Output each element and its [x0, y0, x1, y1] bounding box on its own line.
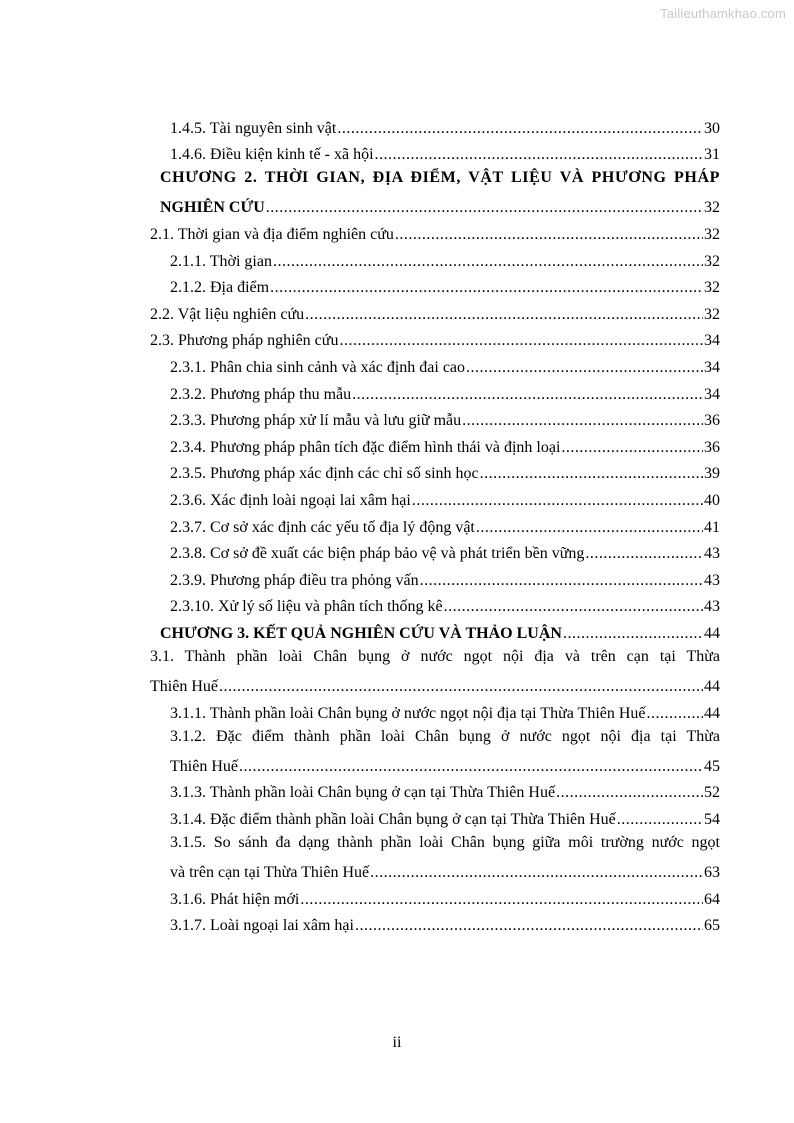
toc-entry-2-3-4[interactable]	[160, 431, 720, 458]
toc-page-number: 34	[704, 358, 720, 376]
toc-entry-3-1-2[interactable]	[160, 724, 720, 777]
leader-dots	[273, 252, 703, 272]
toc-entry-text: 2.3.6. Xác định loài ngoại lai xâm hại	[170, 491, 411, 509]
toc-page-number: 65	[704, 917, 720, 935]
toc-entry-1-4-6[interactable]	[160, 139, 720, 166]
chapter-2-title-line-2: NGHIÊN CỨU	[160, 199, 265, 217]
toc-page-number: 34	[704, 332, 720, 350]
leader-dots	[352, 385, 703, 405]
toc-page-number: 43	[704, 571, 720, 589]
toc-entry-3-1[interactable]	[150, 644, 720, 697]
toc-entry-text: 2.3.2. Phương pháp thu mẫu	[170, 385, 352, 403]
toc-page-number: 52	[704, 784, 720, 802]
toc-chapter-2[interactable]	[160, 165, 720, 218]
leader-dots	[337, 119, 703, 139]
toc-page-number: 30	[704, 119, 720, 137]
leader-dots	[375, 145, 703, 165]
page-number: ii	[392, 1034, 402, 1051]
toc-entry-text: 2.3.5. Phương pháp xác định các chỉ số sinh học	[170, 465, 479, 483]
leader-dots	[563, 624, 703, 644]
toc-page-number: 44	[704, 678, 720, 696]
leader-dots	[266, 198, 703, 218]
toc-entry-3-1-line-2: Thiên Huế	[150, 678, 218, 696]
leader-dots	[395, 225, 703, 245]
toc-entry-1-4-5[interactable]	[160, 112, 720, 139]
toc-entry-2-2[interactable]	[150, 298, 720, 325]
leader-dots	[462, 411, 703, 431]
toc-entry-2-1-2[interactable]	[160, 272, 720, 299]
leader-dots	[219, 677, 703, 697]
toc-page-number: 44	[704, 624, 720, 642]
leader-dots	[480, 464, 703, 484]
toc-entry-2-3-1[interactable]	[160, 351, 720, 378]
leader-dots	[270, 278, 703, 298]
leader-dots	[239, 757, 703, 777]
toc-page-number: 64	[704, 890, 720, 908]
toc-entry-2-3-10[interactable]	[160, 591, 720, 618]
toc-entry-2-3[interactable]	[150, 325, 720, 352]
leader-dots	[370, 863, 703, 883]
toc-page-number: 31	[704, 146, 720, 164]
leader-dots	[476, 518, 703, 538]
leader-dots	[355, 916, 703, 936]
toc-entry-text: 2.3.7. Cơ sở xác định các yếu tố địa lý động vật	[170, 518, 475, 536]
toc-entry-3-1-7[interactable]	[160, 910, 720, 937]
table-of-contents	[150, 112, 720, 936]
toc-page-number: 32	[704, 279, 720, 297]
toc-entry-text: 3.1.3. Thành phần loài Chân bụng ở cạn tại Thừa Thiên Huế	[170, 784, 556, 802]
toc-page-number: 32	[704, 199, 720, 217]
toc-page-number: 44	[704, 704, 720, 722]
toc-entry-text: 1.4.6. Điều kiện kinh tế - xã hội	[170, 146, 374, 164]
toc-entry-2-3-7[interactable]	[160, 511, 720, 538]
toc-entry-text: 3.1.7. Loài ngoại lai xâm hại	[170, 917, 354, 935]
toc-page-number: 43	[704, 545, 720, 563]
leader-dots	[420, 571, 703, 591]
chapter-2-title-line-1: CHƯƠNG 2. THỜI GIAN, ĐỊA ĐIỂM, VẬT LIỆU VÀ PHƯƠNG PHÁP	[160, 169, 720, 187]
toc-entry-text: 2.3.9. Phương pháp điều tra phỏng vấn	[170, 571, 419, 589]
toc-page-number: 34	[704, 385, 720, 403]
chapter-3-title: CHƯƠNG 3. KẾT QUẢ NGHIÊN CỨU VÀ THẢO LUẬN	[160, 624, 562, 642]
toc-page-number: 40	[704, 491, 720, 509]
toc-entry-3-1-5-line-1: 3.1.5. So sánh đa dạng thành phần loài Chân bụng giữa môi trường nước ngọt	[170, 834, 720, 852]
watermark: Tailieuthamkhao.com	[660, 6, 786, 21]
toc-page-number: 32	[704, 252, 720, 270]
leader-dots	[585, 544, 703, 564]
leader-dots	[556, 783, 703, 803]
toc-entry-3-1-5-line-2: và trên cạn tại Thừa Thiên Huế	[170, 864, 370, 882]
toc-entry-text: 2.3.4. Phương pháp phân tích đặc điểm hình thái và định loại	[170, 438, 561, 456]
toc-entry-3-1-1[interactable]	[160, 697, 720, 724]
toc-entry-text: 2.3.3. Phương pháp xử lí mẫu và lưu giữ mẫu	[170, 412, 462, 430]
leader-dots	[339, 331, 703, 351]
toc-entry-3-1-6[interactable]	[160, 883, 720, 910]
toc-entry-text: 3.1.4. Đặc điểm thành phần loài Chân bụng ở cạn tại Thừa Thiên Huế	[170, 811, 616, 829]
toc-page-number: 43	[704, 598, 720, 616]
toc-entry-2-3-3[interactable]	[160, 405, 720, 432]
toc-entry-2-1-1[interactable]	[160, 245, 720, 272]
toc-entry-text: 2.3.8. Cơ sở đề xuất các biện pháp bảo vệ và phát triển bền vững	[170, 545, 585, 563]
toc-page-number: 36	[704, 438, 720, 456]
toc-entry-text: 2.3.10. Xử lý số liệu và phân tích thống kê	[170, 598, 443, 616]
toc-entry-text: 2.1.2. Địa điểm	[170, 279, 270, 297]
toc-page-number: 45	[704, 757, 720, 775]
toc-entry-text: 3.1.1. Thành phần loài Chân bụng ở nước ngọt nội địa tại Thừa Thiên Huế	[170, 704, 646, 722]
toc-entry-text: 3.1.6. Phát hiện mới	[170, 890, 300, 908]
toc-chapter-3[interactable]	[160, 617, 720, 644]
toc-entry-text: 2.1.1. Thời gian	[170, 252, 272, 270]
toc-entry-2-1[interactable]	[150, 218, 720, 245]
toc-page-number: 39	[704, 465, 720, 483]
toc-entry-text: 2.3. Phương pháp nghiên cứu	[150, 332, 339, 350]
toc-entry-2-3-2[interactable]	[160, 378, 720, 405]
leader-dots	[647, 704, 703, 724]
toc-entry-3-1-5[interactable]	[160, 830, 720, 883]
toc-entry-text: 2.1. Thời gian và địa điểm nghiên cứu	[150, 225, 394, 243]
toc-entry-3-1-3[interactable]	[160, 777, 720, 804]
toc-page-number: 54	[704, 811, 720, 829]
toc-entry-3-1-line-1: 3.1. Thành phần loài Chân bụng ở nước ngọt nội địa và trên cạn tại Thừa	[150, 647, 720, 665]
toc-entry-text: 2.2. Vật liệu nghiên cứu	[150, 305, 305, 323]
toc-entry-3-1-4[interactable]	[160, 803, 720, 830]
toc-page-number: 63	[704, 864, 720, 882]
toc-page-number: 32	[704, 225, 720, 243]
toc-entry-2-3-5[interactable]	[160, 458, 720, 485]
leader-dots	[561, 438, 703, 458]
toc-page-number: 32	[704, 305, 720, 323]
toc-entry-text: 1.4.5. Tài nguyên sinh vật	[170, 119, 337, 137]
leader-dots	[300, 890, 703, 910]
toc-entry-3-1-2-line-2: Thiên Huế	[170, 757, 238, 775]
toc-entry-text: 2.3.1. Phân chia sinh cảnh và xác định đai cao	[170, 358, 466, 376]
toc-page-number: 36	[704, 412, 720, 430]
leader-dots	[412, 491, 703, 511]
leader-dots	[466, 358, 703, 378]
toc-page-number: 41	[704, 518, 720, 536]
leader-dots	[617, 810, 703, 830]
leader-dots	[305, 305, 703, 325]
leader-dots	[444, 597, 703, 617]
toc-entry-3-1-2-line-1: 3.1.2. Đặc điểm thành phần loài Chân bụng ở nước ngọt nội địa tại Thừa	[170, 727, 720, 745]
toc-entry-2-3-8[interactable]	[160, 538, 720, 565]
toc-entry-2-3-6[interactable]	[160, 484, 720, 511]
toc-entry-2-3-9[interactable]	[160, 564, 720, 591]
